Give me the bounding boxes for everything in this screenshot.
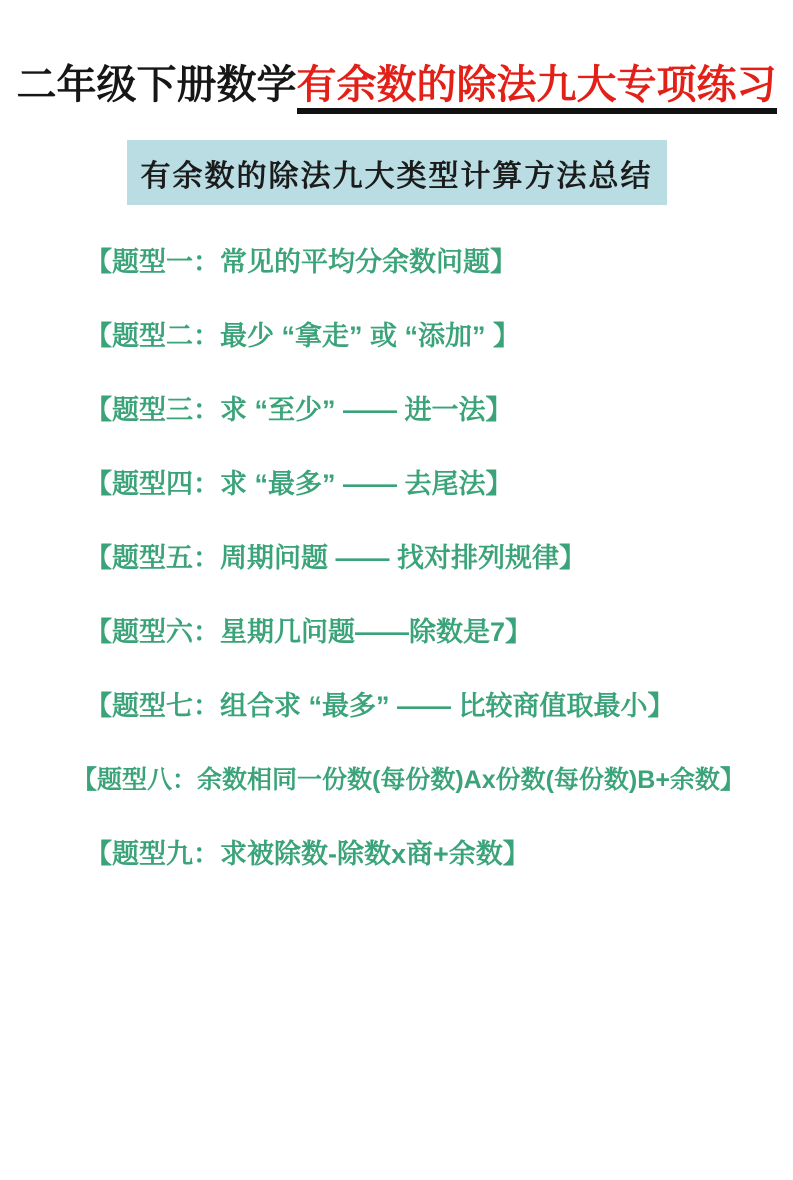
subtitle-row [0,140,793,205]
topic-item-6: 【题型六：星期几问题——除数是7】 [85,617,533,647]
topic-list [0,245,793,871]
topic-item-3: 【题型三：求 “至少” —— 进一法】 [85,395,513,425]
topic-item-7: 【题型七：组合求 “最多” —— 比较商值取最小】 [85,691,675,721]
worksheet-page [0,58,793,1180]
subtitle-highlight-box: 有余数的除法九大类型计算方法总结 [127,140,667,205]
page-title [0,58,793,112]
page-title-black-part: 二年级下册数学 [16,63,297,107]
page-title-red-underlined-part: 有余数的除法九大专项练习 [297,63,777,114]
topic-item-4: 【题型四：求 “最多” —— 去尾法】 [85,469,513,499]
topic-item-5: 【题型五：周期问题 —— 找对排列规律】 [85,543,587,573]
topic-item-9: 【题型九：求被除数-除数x商+余数】 [85,839,530,869]
topic-item-8: 【题型八：余数相同一份数(每份数)Ax份数(每份数)B+余数】 [72,766,745,794]
topic-item-2: 【题型二：最少 “拿走” 或 “添加” 】 [85,321,521,351]
topic-item-1: 【题型一：常见的平均分余数问题】 [85,247,517,277]
